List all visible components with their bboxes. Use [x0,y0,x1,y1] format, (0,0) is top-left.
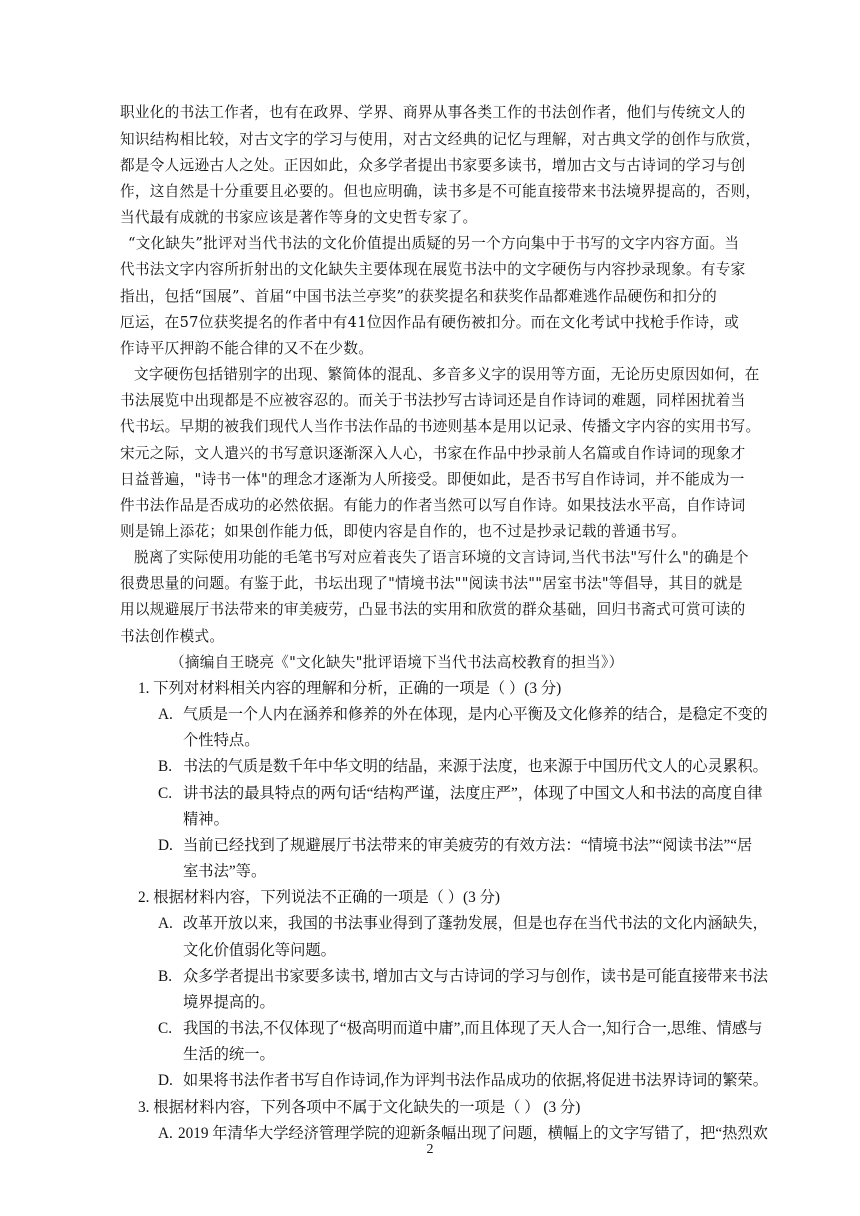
passage-line: 代书坛。早期的被我们现代人当作书法作品的书迹则基本是用以记录、传播文字内容的实用书写。 [120,418,761,435]
passage-line: 日益普遍，"诗书一体"的理念才逐渐为人所接受。即便如此，是否书写自作诗词，并不能成为一 [120,471,745,488]
option-text: 讲书法的最具特点的两句话“结构严谨，法度庄严”，体现了中国文人和书法的高度自律 [183,785,763,802]
option-label: A. [158,915,173,932]
option-label: A. [158,1125,173,1142]
passage-line: 宋元之际，文人遣兴的书写意识逐渐深入人心，书家在作品中抄录前人名篇或自作诗词的现象才 [120,445,746,462]
passage-line: 用以规避展厅书法带来的审美疲劳，凸显书法的实用和欣赏的群众基础，回归书斋式可赏可读的 [120,601,746,618]
option-text: 我国的书法,不仅体现了“极高明而道中庸”,而且体现了天人合一,知行合一,思维、情感与 [183,1020,763,1037]
passage-line: 脱离了实际使用功能的毛笔书写对应着丧失了语言环境的文言诗词,当代书法"写什么"的确是个 [134,549,749,566]
passage-line: 文字硬伤包括错别字的出现、繁简体的混乱、多音多义字的误用等方面，无论历史原因如何，在 [134,366,760,383]
page-number: 2 [426,1142,434,1157]
option-label: D. [158,837,173,854]
passage-line: 作诗平仄押韵不能合律的又不在少数。 [120,340,374,357]
passage-line: 当代最有成就的书家应该是著作等身的文史哲专家了。 [120,209,478,226]
passage-line: 代书法文字内容所折射出的文化缺失主要体现在展览书法中的文字硬伤与内容抄录现象。有专家 [120,261,746,278]
passage-line: 件书法作品是否成功的必然依据。有能力的作者当然可以写自作诗。如果技法水平高，自作诗词 [120,497,746,514]
passage-line: 指出，包括“国展”、首届“中国书法兰亭奖”的获奖提名和获奖作品都难逃作品硬伤和扣分的 [120,288,718,305]
option-label: D. [158,1072,173,1089]
option-text: 气质是一个人内在涵养和修养的外在体现，是内心平衡及文化修养的结合，是稳定不变的 [183,706,768,723]
passage-line: 作，这自然是十分重要且必要的。但也应明确，读书多是不可能直接带来书法境界提高的，否则， [120,183,761,200]
option-text: 当前已经找到了规避展厅书法带来的审美疲劳的有效方法：“情境书法”“阅读书法”“居 [183,837,753,854]
option-label: C. [158,785,173,802]
question-stem: 3. 根据材料内容，下列各项中不属于文化缺失的一项是（ ） (3 分) [138,1099,581,1116]
option-text: 境界提高的。 [183,994,275,1011]
passage-line: 书法创作模式。 [120,628,225,645]
option-text: 室书法”等。 [183,863,267,880]
option-text: 改革开放以来，我国的书法事业得到了蓬勃发展，但是也存在当代书法的文化内涵缺失， [183,915,768,932]
question-stem: 1. 下列对材料相关内容的理解和分析，正确的一项是（ ）(3 分) [138,680,562,697]
option-label: A. [158,706,173,723]
passage-line: 则是锦上添花；如果创作能力低，即使内容是自作的，也不过是抄录记载的普通书写。 [120,523,686,540]
option-label: B. [158,758,173,775]
option-text: 如果将书法作者书写自作诗词,作为评判书法作品成功的依据,将促进书法界诗词的繁荣。 [183,1072,768,1089]
passage-source: （摘编自王晓亮《"文化缺失"批评语境下当代书法高校教育的担当》） [170,654,624,671]
passage-line: 职业化的书法工作者，也有在政界、学界、商界从事各类工作的书法创作者，他们与传统文人的 [120,104,746,121]
option-text: 个性特点。 [183,732,260,749]
passage-line: 书法展览中出现都是不应被容忍的。而关于书法抄写古诗词还是自作诗词的难题，同样困扰着当 [120,392,746,409]
option-text: 精神。 [183,811,229,828]
option-text: 2019 年清华大学经济管理学院的迎新条幅出现了问题，横幅上的文字写错了，把“热烈欢 [178,1125,768,1142]
passage-line: 很费思量的问题。有鉴于此，书坛出现了"情境书法""阅读书法""居室书法"等倡导，其目的就是 [120,575,743,592]
passage-line: 都是令人远逊古人之处。正因如此，众多学者提出书家要多读书，增加古文与古诗词的学习与创 [120,157,746,174]
option-label: C. [158,1020,173,1037]
option-text: 众多学者提出书家要多读书, 增加古文与古诗词的学习与创作，读书是可能直接带来书法 [183,968,768,985]
option-label: B. [158,968,173,985]
passage-line: 知识结构相比较，对古文字的学习与使用，对古文经典的记忆与理解，对古典文学的创作与欣赏， [120,131,761,148]
option-text: 文化价值弱化等问题。 [183,942,336,959]
passage-line: 厄运，在57位获奖提名的作者中有41位因作品有硬伤被扣分。而在文化考试中找枪手作诗，或 [120,314,740,331]
option-text: 书法的气质是数千年中华文明的结晶，来源于法度，也来源于中国历代文人的心灵累积。 [183,758,768,775]
passage-line: “文化缺失”批评对当代书法的文化价值提出质疑的另一个方向集中于书写的文字内容方面。当 [128,235,740,252]
question-stem: 2. 根据材料内容，下列说法不正确的一项是（ ）(3 分) [138,889,501,906]
option-text: 生活的统一。 [183,1046,275,1063]
